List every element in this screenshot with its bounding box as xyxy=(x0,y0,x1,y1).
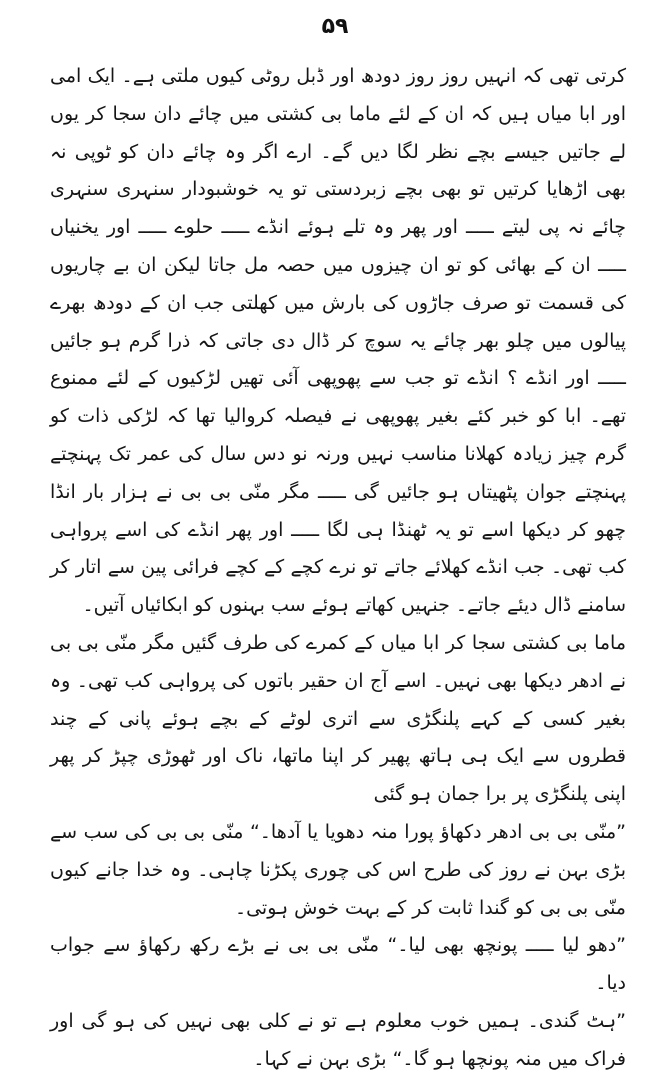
paragraph: ”منّی بی بی ادھر دکھاؤ پورا منہ دھویا یا آدھا۔“ منّی بی بی کی سب سے بڑی بہن نے روز کی طرح اس کی چوری پکڑنا چاہی۔ وہ خدا جانے کیوں منّی بی بی کو گندا ثابت کر کے بہت خوش ہوتی۔ xyxy=(50,820,626,919)
paragraph: ”دھو لیا ـــــ پونچھ بھی لیا۔“ منّی بی بی نے بڑے رکھ رکھاؤ سے جواب دیا۔ xyxy=(50,934,626,995)
paragraph: کرتی تھی کہ انہیں روز روز دودھ اور ڈبل روٹی کیوں ملتی ہے۔ ایک امی اور ابا میاں ہیں کہ ان کے لئے ماما بی کشتی میں چائے دان سجا کر یوں لے جاتیں جیسے بچے نظر لگا دیں گے۔ ارے اگر وہ چائے دان کو ٹوپی نہ بھی اڑھایا کرتیں تو بھی بچے زبردستی تو یہ خوشبودار سنہری سنہری چائے نہ پی لیتے ـــــ اور پھر وہ تلے ہوئے انڈے ـــــ حلوے ـــــ اور یخنیاں ـــــ ان کے بھائی کو تو ان چیزوں میں حصہ مل جاتا لیکن ان بے چاریوں کی قسمت تو صرف جاڑوں کی بارش میں کھلتی جب ان کے دودھ بھرے پیالوں میں چلو بھر چائے یہ سوچ کر ڈال دی جاتی کہ ذرا گرم ہو جائیں ـــــ اور انڈے ؟ انڈے تو جب سے پھوپھی آئی تھیں لڑکیوں کے لئے ممنوع تھے۔ ابا کو خبر کئے بغیر پھوپھی نے فیصلہ کروالیا تھا کہ لڑکی ذات کو گرم چیز زیادہ کھلانا مناسب نہیں ورنہ نو دس سال کی عمر تک پہنچتے پہنچتے جوان پٹھیتاں ہو جائیں گی ـــــ مگر منّی بی بی نے ہزار بار انڈا چھو کر دیکھا اسے تو یہ ٹھنڈا ہی لگا ـــــ اور پھر انڈے کی اسے پرواہی کب تھی۔ جب انڈے کھلائے جاتے تو نرے کچے کے کچے فرائی پین سے اتار کر سامنے ڈال دیئے جاتے۔ جنہیں کھاتے ہوئے سب بہنوں کو ابکائیاں آتیں۔ xyxy=(50,65,626,617)
paragraph: ماما بی کشتی سجا کر ابا میاں کے کمرے کی طرف گئیں مگر منّی بی بی نے ادھر دیکھا بھی نہیں۔ اسے آج ان حقیر باتوں کی پرواہی کب تھی۔ وہ بغیر کسی کے کہے پلنگڑی سے اتری لوٹے کے بچے ہوئے پانی کے چند قطروں سے ایک ہی ہاتھ پھیر کر اپنا ماتھا، ناک اور ٹھوڑی چپڑ کر پھر اپنی پلنگڑی پر برا جمان ہو گئی xyxy=(50,631,626,806)
page-text xyxy=(50,58,626,1079)
page-number: ۵۹ xyxy=(321,14,349,39)
paragraph: ”ہٹ گندی۔ ہمیں خوب معلوم ہے تو نے کلی بھی نہیں کی ہو گی اور فراک میں منہ پونچھا ہو گا۔“ بڑی بہن نے کہا۔ xyxy=(50,1009,626,1070)
